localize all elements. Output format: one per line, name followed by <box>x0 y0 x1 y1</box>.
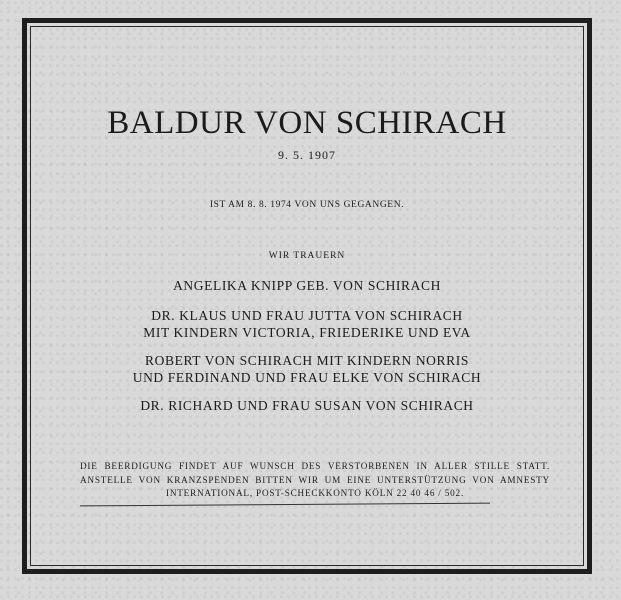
mourner-entry: ROBERT VON SCHIRACH MIT KINDERN NORRIS UND FERDINAND UND FRAU ELKE VON SCHIRACH <box>132 353 482 385</box>
funeral-notice-text: DIE BEERDIGUNG FINDET AUF WUNSCH DES VERSTORBENEN IN ALLER STILLE STATT. ANSTELLE VON KRANZSPENDEN BITTEN WIR UM EINE UNTERSTÜTZUNG VON AMNESTY INTERNATIONAL, POST-SCHECKKONTO KÖLN 22 40 46 / 502. <box>80 461 550 498</box>
death-statement: IST AM 8. 8. 1974 VON UNS GEGANGEN. <box>209 200 405 210</box>
obituary-notice <box>34 30 580 562</box>
mourning-intro: WIR TRAUERN <box>268 251 346 261</box>
mourner-entry: DR. KLAUS UND FRAU JUTTA VON SCHIRACH MIT KINDERN VICTORIA, FRIEDERIKE UND EVA <box>143 308 471 340</box>
birth-date: 9. 5. 1907 <box>278 148 336 162</box>
deceased-name: BALDUR VON SCHIRACH <box>107 105 507 141</box>
mourner-entry: ANGELIKA KNIPP GEB. VON SCHIRACH <box>173 278 441 293</box>
mourner-entry: DR. RICHARD UND FRAU SUSAN VON SCHIRACH <box>140 398 474 413</box>
mourners-list <box>34 277 580 425</box>
handwritten-underline <box>80 503 490 507</box>
